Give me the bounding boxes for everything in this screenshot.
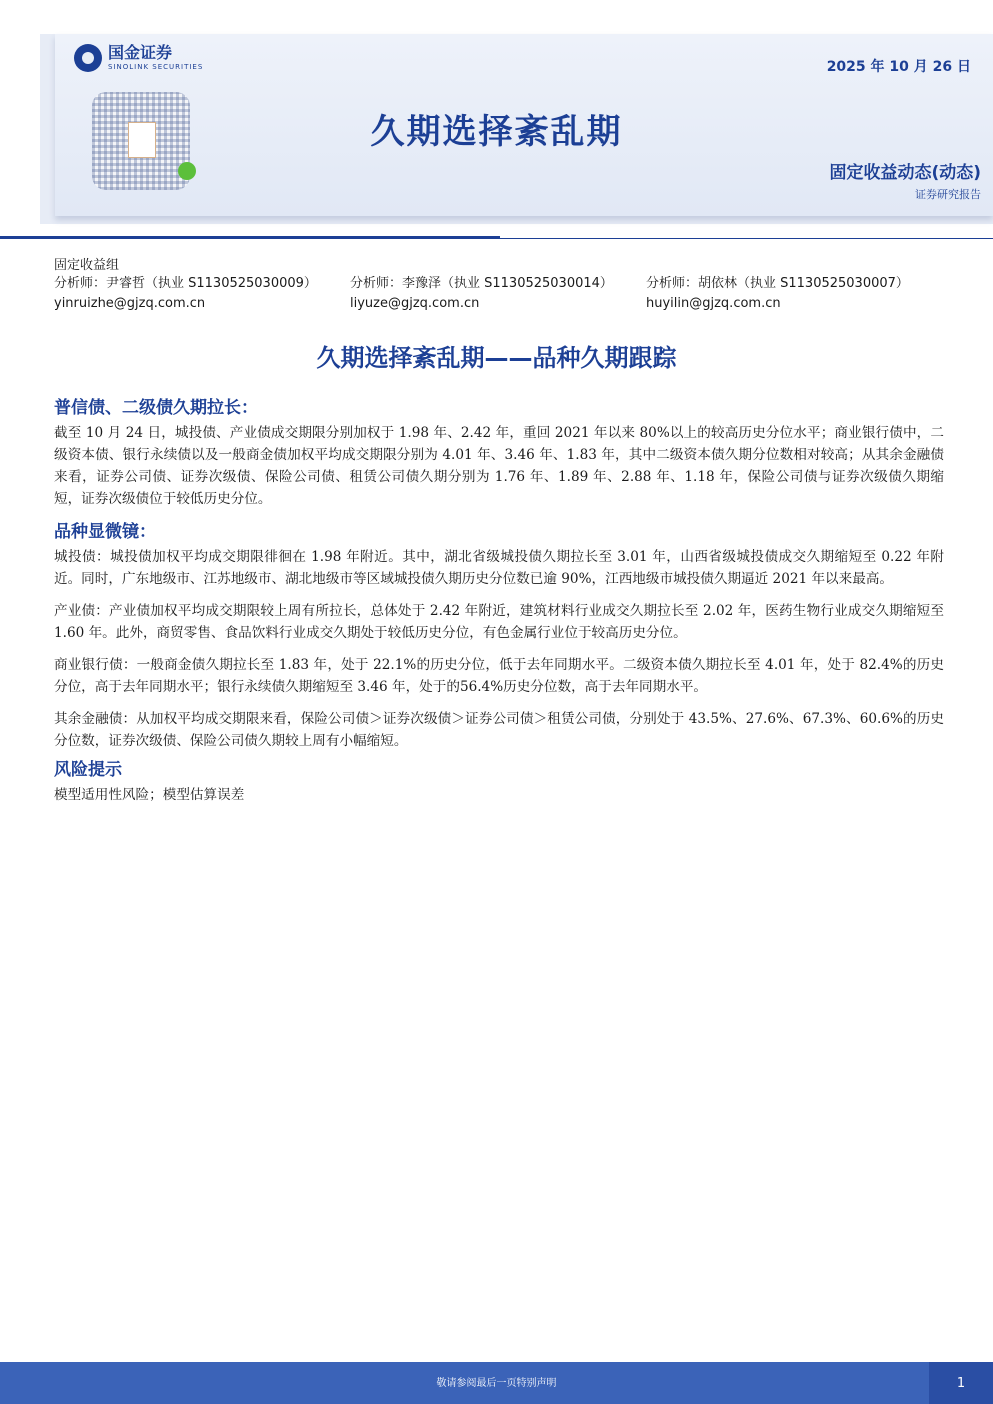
report-type: 证券研究报告 [915,188,981,201]
analyst-email-link[interactable]: huyilin@gjzq.com.cn [646,296,781,311]
page-number: 1 [929,1362,993,1404]
report-date: 2025 年 10 月 26 日 [826,59,971,75]
logo-name-cn: 国金证券 [108,43,173,62]
qr-badge-icon [178,162,196,180]
logo-mark-icon [74,44,102,72]
analyst-name: 分析师：李豫泽（执业 S1130525030014） [350,276,613,291]
page-footer [0,1362,993,1404]
section-paragraph: 商业银行债：一般商金债久期拉长至 1.83 年，处于 22.1%的历史分位，低于去年同期水平。二级资本债久期拉长至 4.01 年，处于 82.4%的历史分位，高于去年同期水平；银行永续债久期缩短至 3.46 年，处于的56.4%历史分位数，高于去年同期水平。 [54,657,944,695]
analyst-name: 分析师：胡依林（执业 S1130525030007） [646,276,909,291]
analyst-item [54,274,350,314]
analyst-email-link[interactable]: yinruizhe@gjzq.com.cn [54,296,206,311]
section-paragraph: 模型适用性风险；模型估算误差 [54,787,245,803]
team-name: 固定收益组 [54,258,120,273]
header-divider-accent [0,236,500,239]
section-paragraph: 截至 10 月 24 日，城投债、产业债成交期限分别加权于 1.98 年、2.42 年，重回 2021 年以来 80%以上的较高历史分位水平；商业银行债中，二级资本债、银行永续债以及一般商金债加权平均成交期限分别为 4.01 年、3.46 年、1.83 年，其中二级资本债久期分位数相对较高；从其余金融债来看，证券公司债、证券次级债、保险公司债、租赁公司债久期分别为 1.76 年、1.89 年、2.88 年、1.18 年，保险公司债与证券次级债久期缩短，证券次级债位于较低历史分位。 [54,425,944,507]
page-title: 久期选择紊乱期 [370,112,623,152]
analyst-list [54,274,964,314]
analyst-item [350,274,646,314]
analyst-email-link[interactable]: liyuze@gjzq.com.cn [350,296,480,311]
section-heading: 风险提示 [54,760,122,780]
document-title: 久期选择紊乱期——品种久期跟踪 [316,344,677,372]
report-category: 固定收益动态(动态) [829,163,981,183]
footer-disclaimer: 敬请参阅最后一页特别声明 [436,1378,557,1389]
section-heading: 普信债、二级债久期拉长： [54,398,258,418]
section-paragraph: 城投债：城投债加权平均成交期限徘徊在 1.98 年附近。其中，湖北省级城投债久期拉长至 3.01 年，山西省级城投债成交久期缩短至 0.22 年附近。同时，广东地级市、江苏地级市、湖北地级市等区域城投债久期历史分位数已逾 90%，江西地级市城投债久期逼近 2021 年以来最高。 [54,549,944,587]
analyst-item [646,274,942,314]
section-heading: 品种显微镜： [54,522,156,542]
analyst-name: 分析师：尹睿哲（执业 S1130525030009） [54,276,317,291]
section-paragraph: 产业债：产业债加权平均成交期限较上周有所拉长，总体处于 2.42 年附近，建筑材料行业成交久期拉长至 2.02 年，医药生物行业成交久期缩短至 1.60 年。此外，商贸零售、食品饮料行业成交久期处于较低历史分位，有色金属行业位于较高历史分位。 [54,603,944,641]
section-paragraph: 其余金融债：从加权平均成交期限来看，保险公司债＞证券次级债＞证券公司债＞租赁公司债，分别处于 43.5%、27.6%、67.3%、60.6%的历史分位数，证券次级债、保险公司债久期较上周有小幅缩短。 [54,711,944,749]
report-body [54,396,944,816]
company-logo [74,44,203,72]
logo-name-en: SINOLINK SECURITIES [108,63,204,71]
